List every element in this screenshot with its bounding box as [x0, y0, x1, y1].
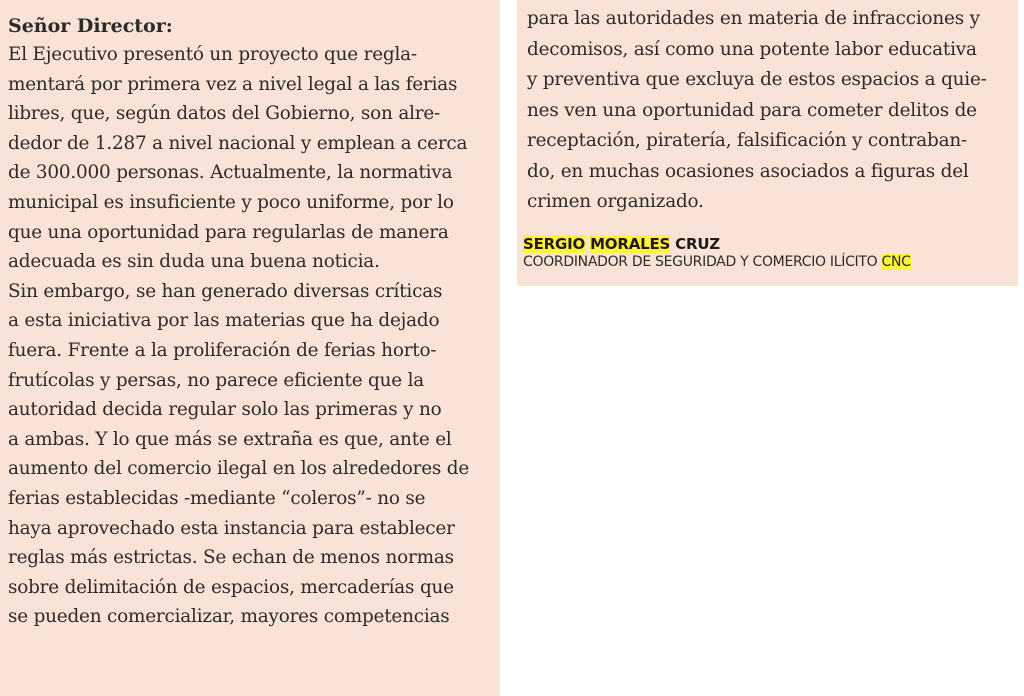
- body-line: frutícolas y persas, no parece eficiente que la: [8, 369, 425, 391]
- signature-name: [523, 236, 1012, 253]
- body-line: y preventiva que excluya de estos espacios a quie-: [527, 69, 987, 90]
- signature-title: [523, 253, 1012, 271]
- signature-first-name: SERGIO: [523, 235, 586, 253]
- body-line: a ambas. Y lo que más se extraña es que, ante el: [8, 428, 452, 450]
- body-line: libres, que, según datos del Gobierno, son alre-: [8, 103, 441, 125]
- signature-organization: CNC: [881, 254, 911, 270]
- signature-last-name: CRUZ: [675, 235, 720, 253]
- letter-body-left: [8, 40, 494, 632]
- signature-middle-name: MORALES: [590, 235, 671, 253]
- body-line: reglas más estrictas. Se echan de menos normas: [8, 547, 454, 569]
- body-line: Sin embargo, se han generado diversas críticas: [8, 280, 443, 302]
- body-line: aumento del comercio ilegal en los alrededores de: [8, 458, 470, 480]
- body-line: para las autoridades en materia de infracciones y: [527, 8, 980, 29]
- body-line: nes ven una oportunidad para cometer delitos de: [527, 99, 977, 121]
- body-line: decomisos, así como una potente labor educativa: [527, 38, 977, 60]
- body-line: receptación, piratería, falsificación y contraban-: [527, 130, 968, 151]
- body-line: sobre delimitación de espacios, mercaderías que: [8, 576, 454, 598]
- body-line: adecuada es sin duda una buena noticia.: [8, 251, 380, 273]
- letter-body-right: [527, 4, 1012, 218]
- body-line: a esta iniciativa por las materias que ha dejado: [8, 310, 440, 332]
- body-line: mentará por primera vez a nivel legal a las ferias: [8, 73, 458, 95]
- body-line: se pueden comercializar, mayores competencias: [8, 606, 450, 628]
- signature-role: COORDINADOR DE SEGURIDAD Y COMERCIO ILÍCITO: [523, 254, 878, 270]
- body-line: que una oportunidad para regularlas de manera: [8, 221, 449, 243]
- body-line: crimen organizado.: [527, 191, 704, 212]
- body-line: do, en muchas ocasiones asociados a figuras del: [527, 160, 969, 182]
- body-line: autoridad decida regular solo las primeras y no: [8, 399, 442, 421]
- letter-signature: [517, 230, 1018, 286]
- body-line: El Ejecutivo presentó un proyecto que regla-: [8, 44, 417, 65]
- letter-salutation: Señor Director:: [8, 15, 173, 37]
- letter-column-right: [517, 0, 1018, 230]
- body-line: de 300.000 personas. Actualmente, la normativa: [8, 162, 453, 184]
- body-line: fuera. Frente a la proliferación de ferias horto-: [8, 339, 437, 361]
- body-line: municipal es insuficiente y poco uniforme, por lo: [8, 191, 454, 213]
- letter-column-left: [0, 0, 500, 696]
- body-line: haya aprovechado esta instancia para establecer: [8, 517, 455, 539]
- body-line: ferias establecidas -mediante “coleros”- no se: [8, 487, 426, 509]
- body-line: dedor de 1.287 a nivel nacional y emplean a cerca: [8, 132, 468, 154]
